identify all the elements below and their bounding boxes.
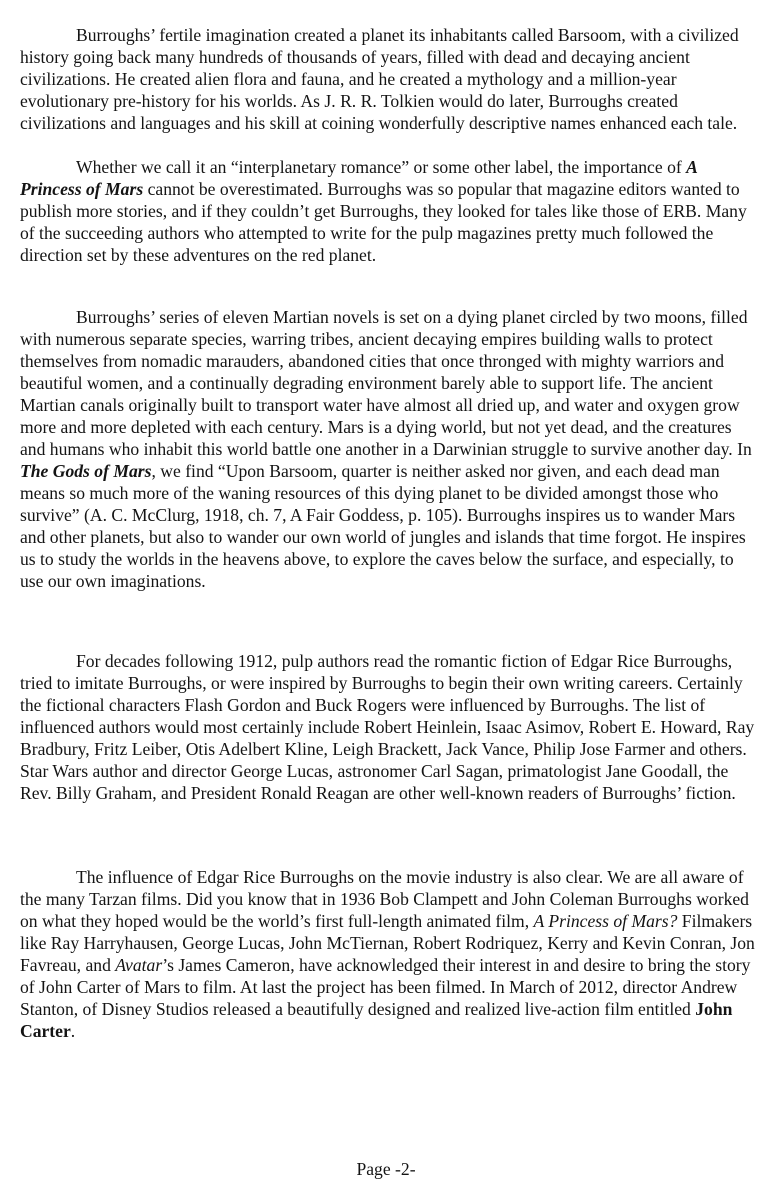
book-title-the-gods-of-mars: The Gods of Mars	[20, 461, 152, 481]
paragraph-text: , we find “Upon Barsoom, quarter is neither asked nor given, and each dead man means so much more of the waning resources of this dying planet to be divided amongst those who survive” (A. C. McClurg, 1918, ch. 7, A Fair Goddess, p. 105). Burroughs inspires us to wander Mars and other planets, but also to wander our own world of jungles and islands that time forgot. He inspires us to study the worlds in the heavens above, to explore the caves below the surface, and especially, to use our own imaginations.	[20, 461, 746, 591]
paragraph-text: Burroughs’ series of eleven Martian novels is set on a dying planet circled by two moons, filled with numerous separate species, warring tribes, ancient decaying empires building walls to protect themselves from nomadic marauders, abandoned cities that once thronged with mighty warriors and beautiful women, and a continually degrading environment barely able to support life. The ancient Martian canals originally built to transport water have almost all dried up, and water and oxygen grow more and more depleted with each century. Mars is a dying world, but not yet dead, and the creatures and humans who inhabit this world battle one another in a Darwinian struggle to survive another day. In	[20, 307, 752, 459]
paragraph-text: cannot be overestimated. Burroughs was so popular that magazine editors wanted to publish more stories, and if they couldn’t get Burroughs, they looked for tales like those of ERB. Many of the succeeding authors who attempted to write for the pulp magazines pretty much followed the direction set by these adventures on the red planet.	[20, 179, 747, 265]
page-number: Page -2-	[356, 1159, 416, 1179]
book-title-a-princess-of-mars: A Princess of Mars	[20, 157, 697, 199]
paragraph-pulp-authors	[20, 650, 758, 804]
paragraph-text: Filmakers like Ray Harryhausen, George Lucas, John McTiernan, Robert Rodriquez, Kerry and Kevin Conran, Jon Favreau, and	[20, 911, 755, 975]
paragraph-martian-novels	[20, 306, 758, 592]
paragraph-text: .	[70, 1021, 76, 1041]
paragraph-text: Whether we call it an “interplanetary romance” or some other label, the importance of	[76, 157, 687, 177]
paragraph-movie-industry	[20, 866, 758, 1042]
paragraph-text: The influence of Edgar Rice Burroughs on the movie industry is also clear. We are all aware of the many Tarzan films. Did you know that in 1936 Bob Clampett and John Coleman Burroughs worked on what they hoped would be the world’s first full-length animated film,	[20, 867, 749, 931]
paragraph-text: Burroughs’ fertile imagination created a planet its inhabitants called Barsoom, with a civilized history going back many hundreds of thousands of years, filled with dead and decaying ancient civilizations. He created alien flora and fauna, and he created a mythology and a million-year evolutionary pre-history for his worlds. As J. R. R. Tolkien would do later, Burroughs created civilizations and languages and his skill at coining wonderfully descriptive names enhanced each tale.	[20, 25, 739, 133]
paragraph-interplanetary-romance	[20, 156, 758, 266]
film-title-a-princess-of-mars: A Princess of Mars?	[533, 911, 678, 931]
paragraph-text: ’s James Cameron, have acknowledged their interest in and desire to bring the story of John Carter of Mars to film. At last the project has been filmed. In March of 2012, director Andrew Stanton, of Disney Studios released a beautifully designed and realized live-action film entitled	[20, 955, 751, 1019]
film-title-avatar: Avatar	[115, 955, 163, 975]
paragraph-barsoom	[20, 24, 758, 134]
film-title-john-carter: John Carter	[20, 999, 733, 1041]
paragraph-text: For decades following 1912, pulp authors read the romantic fiction of Edgar Rice Burroughs, tried to imitate Burroughs, or were inspired by Burroughs to begin their own writing careers. Certainly the fictional characters Flash Gordon and Buck Rogers were influenced by Burroughs. The list of influenced authors would most certainly include Robert Heinlein, Isaac Asimov, Robert E. Howard, Ray Bradbury, Fritz Leiber, Otis Adelbert Kline, Leigh Brackett, Jack Vance, Philip Jose Farmer and others. Star Wars author and director George Lucas, astronomer Carl Sagan, primatologist Jane Goodall, the Rev. Billy Graham, and President Ronald Reagan are other well-known readers of Burroughs’ fiction.	[20, 651, 755, 803]
